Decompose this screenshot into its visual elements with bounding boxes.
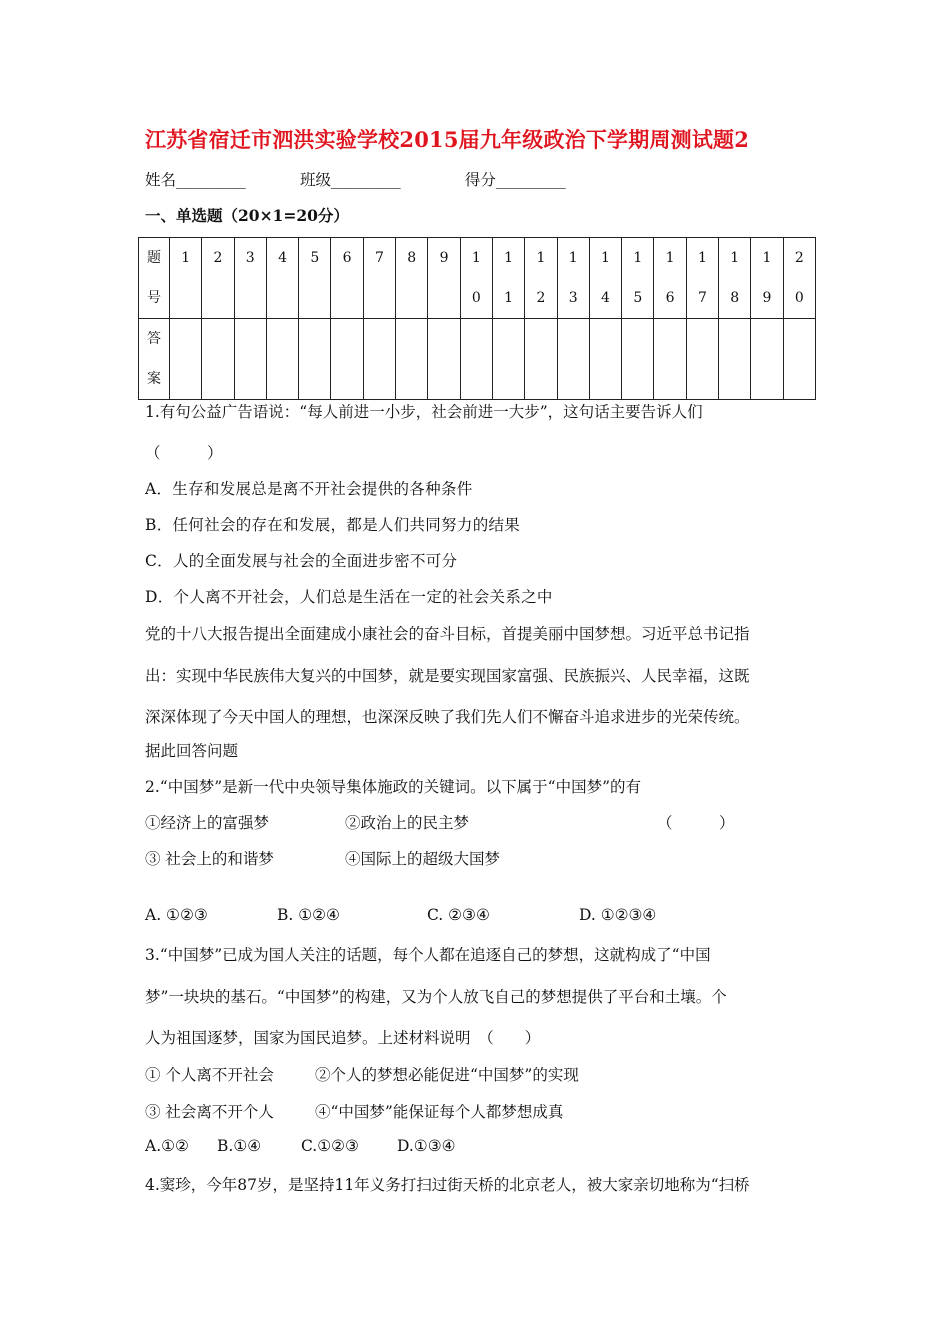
answer-cell[interactable]	[622, 319, 654, 400]
answer-cell[interactable]	[589, 319, 621, 400]
question-2-items-row-1	[145, 811, 735, 833]
material-line: 深深体现了今天中国人的理想，也深深反映了我们先人们不懈奋斗追求进步的光荣传统。	[145, 708, 750, 726]
answer-cell[interactable]	[686, 319, 718, 400]
question-3-stem-line: 3.“中国梦”已成为国人关注的话题，每个人都在追逐自己的梦想，这就构成了“中国	[145, 946, 711, 964]
number-cell: 9	[428, 238, 460, 319]
question-1-paren: （ ）	[145, 444, 223, 462]
question-3-items-row-1	[145, 1063, 579, 1085]
answer-cell[interactable]	[331, 319, 363, 400]
answer-cell[interactable]	[783, 319, 815, 400]
answer-cell[interactable]	[751, 319, 783, 400]
material-line: 出：实现中华民族伟大复兴的中国梦，就是要实现国家富强、民族振兴、人民幸福，这既	[145, 667, 750, 685]
answer-cell[interactable]	[170, 319, 202, 400]
number-cell: 1 9	[751, 238, 783, 319]
question-1-option-c: C．人的全面发展与社会的全面进步密不可分	[145, 552, 458, 570]
question-2-paren: （ ）	[657, 814, 735, 832]
question-2-item-1: ①经济上的富强梦	[145, 814, 270, 832]
answer-cell[interactable]	[428, 319, 460, 400]
number-cell: 7	[363, 238, 395, 319]
answer-cell[interactable]	[202, 319, 234, 400]
question-1-stem: 1.有句公益广告语说：“每人前进一小步，社会前进一大步”，这句话主要告诉人们	[145, 403, 703, 421]
number-cell: 2	[202, 238, 234, 319]
question-number-row	[139, 238, 816, 319]
number-cell: 1 4	[589, 238, 621, 319]
question-3-option-c: C.①②③	[301, 1137, 359, 1155]
score-field: 得分_________	[464, 171, 566, 189]
answer-cell[interactable]	[266, 319, 298, 400]
number-cell: 1 8	[719, 238, 751, 319]
number-cell: 1 7	[686, 238, 718, 319]
question-1-option-a: A．生存和发展总是离不开社会提供的各种条件	[145, 480, 473, 498]
question-3-option-b: B.①④	[217, 1137, 262, 1155]
question-3-items-row-2	[145, 1100, 563, 1122]
question-2-option-b: B. ①②④	[277, 906, 340, 924]
number-cell: 1	[170, 238, 202, 319]
question-3-stem-line: 人为祖国逐梦，国家为国民追梦。上述材料说明 （ ）	[145, 1029, 541, 1047]
answer-cell[interactable]	[460, 319, 492, 400]
answer-cell[interactable]	[299, 319, 331, 400]
number-cell: 1 1	[492, 238, 524, 319]
section-heading: 一、单选题（20×1=20分）	[145, 206, 349, 225]
answer-cell[interactable]	[363, 319, 395, 400]
number-cell: 3	[234, 238, 266, 319]
question-2-items-row-2	[145, 847, 500, 869]
number-cell: 1 6	[654, 238, 686, 319]
question-4-stem: 4.窦珍，今年87岁，是坚持11年义务打扫过街天桥的北京老人，被大家亲切地称为“扫桥	[145, 1176, 750, 1194]
answer-cell[interactable]	[234, 319, 266, 400]
answer-table	[138, 237, 816, 400]
question-2-option-c: C. ②③④	[427, 906, 490, 924]
answer-cell[interactable]	[492, 319, 524, 400]
row-label-answer: 答 案	[139, 319, 170, 400]
number-cell: 2 0	[783, 238, 815, 319]
number-cell: 8	[396, 238, 428, 319]
material-line: 党的十八大报告提出全面建成小康社会的奋斗目标，首提美丽中国梦想。习近平总书记指	[145, 625, 750, 643]
number-cell: 4	[266, 238, 298, 319]
answer-cell[interactable]	[525, 319, 557, 400]
question-2-stem: 2.“中国梦”是新一代中央领导集体施政的关键词。以下属于“中国梦”的有	[145, 778, 641, 796]
number-cell: 1 2	[525, 238, 557, 319]
question-1-option-b: B．任何社会的存在和发展，都是人们共同努力的结果	[145, 516, 521, 534]
number-cell: 6	[331, 238, 363, 319]
name-field: 姓名_________	[145, 171, 246, 189]
question-2-item-4: ④国际上的超级大国梦	[345, 850, 501, 868]
question-3-stem-line: 梦”一块块的基石。“中国梦”的构建，又为个人放飞自己的梦想提供了平台和土壤。个	[145, 988, 727, 1006]
question-3-options	[145, 1137, 456, 1155]
student-info-row	[145, 168, 566, 190]
question-3-item-1: ① 个人离不开社会	[145, 1066, 274, 1084]
number-cell: 1 0	[460, 238, 492, 319]
question-3-option-a: A.①②	[145, 1137, 189, 1155]
question-3-item-2: ②个人的梦想必能促进“中国梦”的实现	[315, 1066, 579, 1084]
material-line: 据此回答问题	[145, 742, 239, 760]
answer-cell[interactable]	[719, 319, 751, 400]
question-2-item-2: ②政治上的民主梦	[345, 814, 470, 832]
question-3-option-d: D.①③④	[397, 1137, 456, 1155]
number-cell: 5	[299, 238, 331, 319]
question-2-item-3: ③ 社会上的和谐梦	[145, 850, 274, 868]
question-3-item-4: ④“中国梦”能保证每个人都梦想成真	[315, 1103, 564, 1121]
class-field: 班级_________	[299, 171, 401, 189]
number-cell: 1 3	[557, 238, 589, 319]
answer-cell[interactable]	[557, 319, 589, 400]
question-1-option-d: D．个人离不开社会，人们总是生活在一定的社会关系之中	[145, 588, 553, 606]
page-title: 江苏省宿迁市泗洪实验学校2015届九年级政治下学期周测试题2	[145, 127, 750, 152]
answer-cell[interactable]	[396, 319, 428, 400]
question-3-item-3: ③ 社会离不开个人	[145, 1103, 274, 1121]
answer-cell[interactable]	[654, 319, 686, 400]
row-label-number: 题 号	[139, 238, 170, 319]
number-cell: 1 5	[622, 238, 654, 319]
answer-row	[139, 319, 816, 400]
question-2-option-d: D. ①②③④	[579, 906, 657, 924]
question-2-option-a: A. ①②③	[145, 906, 208, 924]
question-2-options	[145, 906, 656, 924]
